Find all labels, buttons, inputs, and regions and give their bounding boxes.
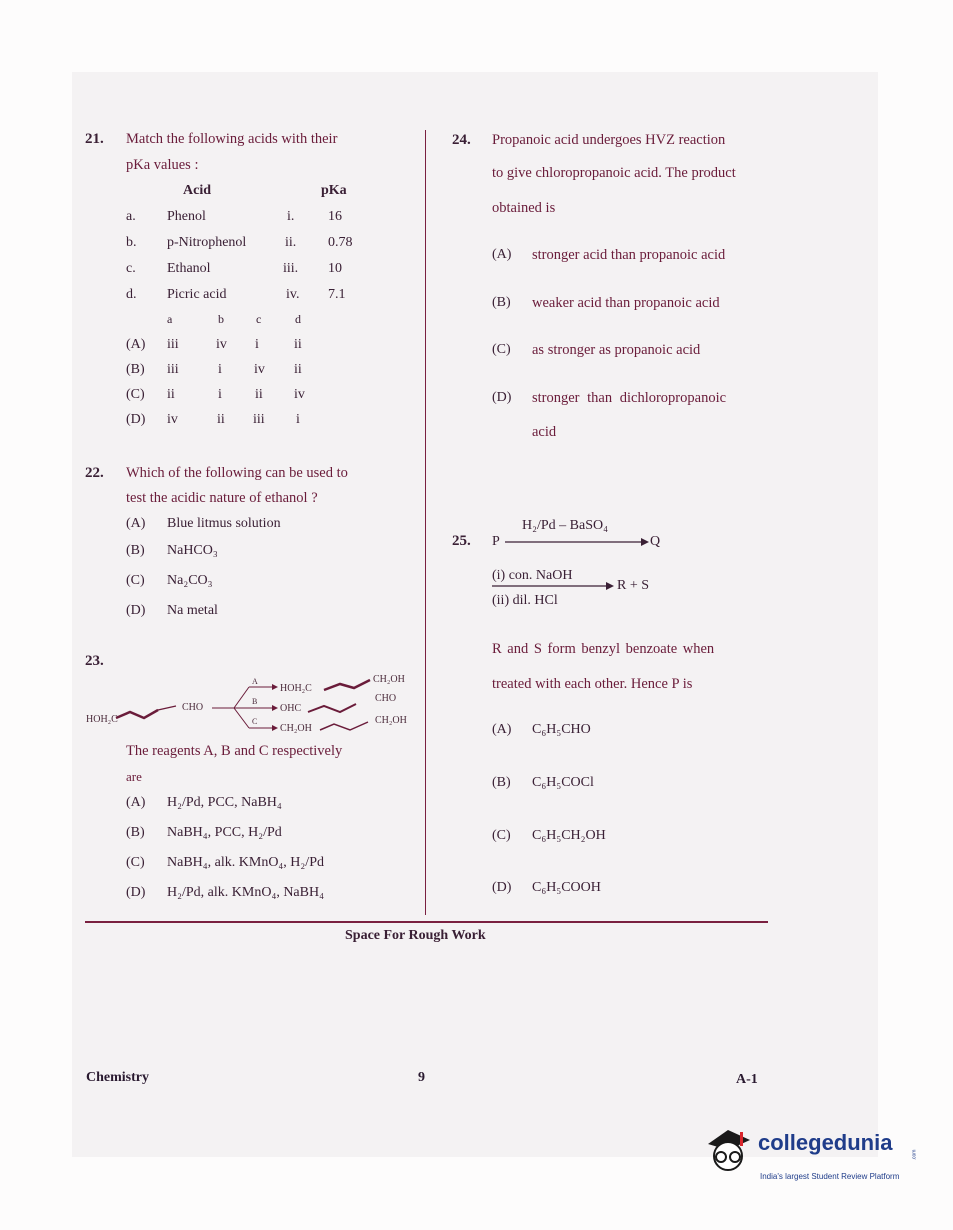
q24-option-text: as stronger as propanoic acid: [532, 342, 701, 358]
q21-option-a: iii: [167, 337, 179, 352]
q25-option-text: C₆H₅COCl: [532, 775, 594, 790]
q21-option-label: (D): [126, 412, 146, 427]
q21-acid-header: Acid: [183, 183, 211, 198]
q21-option-a: iii: [167, 362, 179, 377]
footer-subject: Chemistry: [86, 1070, 149, 1085]
q24-option-d-continuation: acid: [532, 424, 557, 440]
q24-text-line3: obtained is: [492, 200, 556, 216]
mascot-icon: [700, 1122, 756, 1178]
q21-row-pka: 7.1: [328, 287, 346, 302]
q25-arrow1: [505, 536, 655, 548]
q23-a-left: HOH₂C: [280, 683, 312, 694]
q21-option-b: i: [218, 362, 222, 377]
q24-option-label: (A): [492, 247, 512, 262]
q22-option-text: Na₂CO₃: [167, 573, 213, 588]
q23-c-left: CH₂OH: [280, 723, 312, 734]
q22-text-line1: Which of the following can be used to: [126, 465, 348, 481]
q23-number: 23.: [85, 653, 104, 669]
q23-text-line2: are: [126, 769, 142, 784]
q23-option-label: (A): [126, 795, 146, 810]
logo-tld: .com: [911, 1149, 918, 1161]
q23-option-text: H₂/Pd, PCC, NaBH₄: [167, 795, 282, 810]
q21-row-roman: i.: [287, 209, 295, 224]
q24-option-label: (C): [492, 342, 511, 357]
bottom-rule: [85, 921, 768, 923]
logo-tagline: India's largest Student Review Platform: [760, 1172, 900, 1181]
q25-product-q: Q: [650, 534, 661, 549]
q24-option-text: stronger than dichloropropanoic: [532, 390, 727, 406]
footer-page-number: 9: [418, 1070, 425, 1085]
q21-row-label: b.: [126, 235, 137, 250]
q25-option-text: C₆H₅COOH: [532, 880, 601, 895]
q21-option-c: iii: [253, 412, 265, 427]
q22-option-label: (D): [126, 603, 146, 618]
q22-option-text: Blue litmus solution: [167, 516, 281, 531]
q21-text-line1: Match the following acids with their: [126, 131, 338, 147]
q25-reagent1: H₂/Pd – BaSO₄: [522, 518, 608, 533]
q25-arrow2: [492, 580, 622, 592]
rough-work-label: Space For Rough Work: [345, 928, 486, 943]
q23-b-right: CHO: [375, 693, 397, 704]
q21-option-d: i: [296, 412, 300, 427]
q25-option-label: (B): [492, 775, 511, 790]
arrow-a-head: [272, 684, 278, 690]
q21-row-roman: ii.: [285, 235, 297, 250]
arrow1-head: [641, 538, 649, 546]
q22-option-text: NaHCO₃: [167, 543, 218, 558]
q21-option-d: ii: [294, 337, 302, 352]
q23-option-label: (B): [126, 825, 145, 840]
q23-option-text: NaBH₄, PCC, H₂/Pd: [167, 825, 282, 840]
q21-option-a: ii: [167, 387, 175, 402]
q21-row-pka: 16: [328, 209, 342, 224]
q23-option-label: (C): [126, 855, 145, 870]
q24-text-line2: to give chloropropanoic acid. The product: [492, 165, 736, 181]
q25-reactant-p: P: [492, 534, 500, 549]
q21-answer-header-c: c: [256, 312, 262, 326]
q24-option-label: (B): [492, 295, 511, 310]
q23-option-text: NaBH₄, alk. KMnO₄, H₂/Pd: [167, 855, 324, 870]
q21-option-label: (A): [126, 337, 146, 352]
q25-text-line1: R and S form benzyl benzoate when: [492, 641, 715, 657]
q25-products-rs: R + S: [617, 578, 650, 593]
logo-wordmark: collegedunia: [758, 1130, 893, 1155]
q22-number: 22.: [85, 465, 104, 481]
q25-reagent2b: (ii) dil. HCl: [492, 593, 558, 608]
product-c-chain: [320, 722, 368, 730]
q22-option-label: (B): [126, 543, 145, 558]
q25-option-text: C₆H₅CH₂OH: [532, 828, 606, 843]
q21-row-acid: p-Nitrophenol: [167, 235, 247, 250]
q24-text-line1: Propanoic acid undergoes HVZ reaction: [492, 132, 726, 148]
q21-row-pka: 0.78: [328, 235, 353, 250]
q23-label-a: A: [252, 677, 258, 686]
q23-a-right: CH₂OH: [373, 674, 405, 685]
q23-option-label: (D): [126, 885, 146, 900]
column-divider: [425, 130, 426, 915]
q21-row-roman: iii.: [283, 261, 299, 276]
arrow-b-head: [272, 705, 278, 711]
q24-option-text: weaker acid than propanoic acid: [532, 295, 720, 311]
q25-reagent2a: (i) con. NaOH: [492, 568, 573, 583]
q21-row-pka: 10: [328, 261, 342, 276]
q21-answer-header-b: b: [218, 312, 224, 326]
q21-option-c: iv: [254, 362, 265, 377]
q21-option-label: (B): [126, 362, 145, 377]
q21-row-label: a.: [126, 209, 136, 224]
tassel-icon: [740, 1132, 743, 1146]
q22-text-line2: test the acidic nature of ethanol ?: [126, 490, 318, 506]
q25-number: 25.: [452, 533, 471, 549]
q25-option-text: C₆H₅CHO: [532, 722, 591, 737]
q21-row-label: d.: [126, 287, 137, 302]
q22-option-label: (A): [126, 516, 146, 531]
q21-answer-header-a: a: [167, 312, 173, 326]
q23-start-group: HOH₂C: [86, 714, 118, 725]
q23-label-b: B: [252, 697, 258, 706]
q21-row-acid: Picric acid: [167, 287, 227, 302]
q22-option-text: Na metal: [167, 603, 218, 618]
q23-b-left: OHC: [280, 703, 302, 714]
q25-option-label: (A): [492, 722, 512, 737]
q25-option-label: (C): [492, 828, 511, 843]
q23-option-text: H₂/Pd, alk. KMnO₄, NaBH₄: [167, 885, 324, 900]
product-a-chain: [324, 680, 370, 690]
q21-text-line2: pKa values :: [126, 157, 199, 173]
q23-c-right: CH₂OH: [375, 715, 407, 726]
q21-option-c: ii: [255, 387, 263, 402]
q21-pka-header: pKa: [321, 183, 347, 198]
q21-option-a: iv: [167, 412, 178, 427]
q21-row-label: c.: [126, 261, 136, 276]
q21-option-b: iv: [216, 337, 227, 352]
product-b-chain: [308, 704, 356, 712]
branch-a-stem: [234, 687, 249, 708]
q24-number: 24.: [452, 132, 471, 148]
q21-row-acid: Ethanol: [167, 261, 211, 276]
collegedunia-logo[interactable]: [700, 1120, 930, 1200]
q21-option-label: (C): [126, 387, 145, 402]
q24-option-text: stronger acid than propanoic acid: [532, 247, 726, 263]
branch-c-stem: [234, 708, 249, 728]
q21-row-roman: iv.: [286, 287, 300, 302]
q21-option-b: ii: [217, 412, 225, 427]
q24-option-label: (D): [492, 390, 512, 405]
q21-row-acid: Phenol: [167, 209, 206, 224]
q22-option-label: (C): [126, 573, 145, 588]
q21-answer-header-d: d: [295, 312, 301, 326]
q23-text-line1: The reagents A, B and C respectively: [126, 743, 343, 759]
footer-paper-code: A-1: [736, 1072, 758, 1087]
arrow2-head: [606, 582, 614, 590]
q21-option-b: i: [218, 387, 222, 402]
q23-label-c: C: [252, 717, 258, 726]
face-icon: [714, 1142, 742, 1170]
q21-option-c: i: [255, 337, 259, 352]
arrow-c-head: [272, 725, 278, 731]
q25-option-label: (D): [492, 880, 512, 895]
q23-mid-group: CHO: [182, 702, 204, 713]
q21-option-d: iv: [294, 387, 305, 402]
q25-text-line2: treated with each other. Hence P is: [492, 676, 693, 692]
q21-number: 21.: [85, 131, 104, 147]
q21-option-d: ii: [294, 362, 302, 377]
